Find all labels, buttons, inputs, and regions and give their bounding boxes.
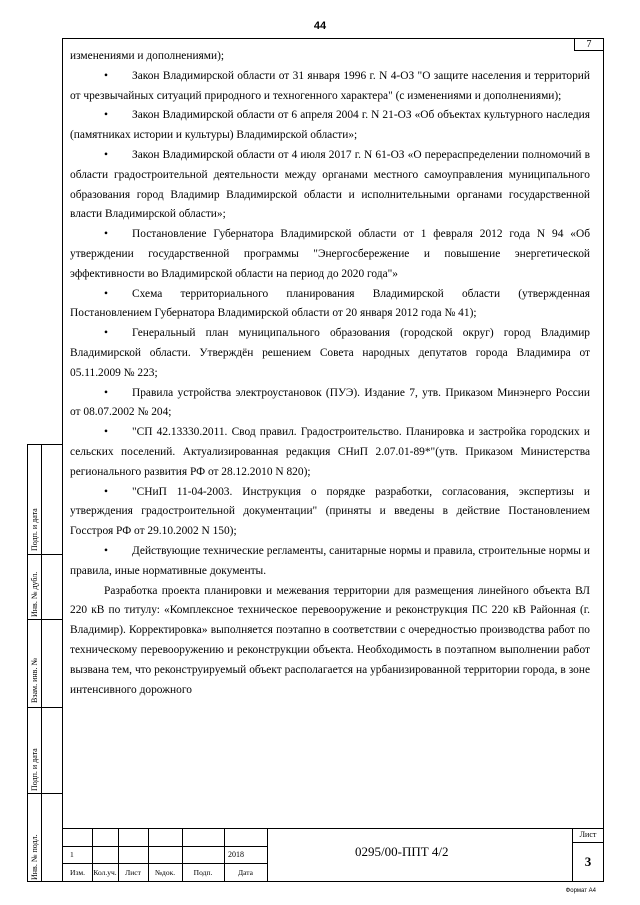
bullet-item: [70, 423, 590, 482]
paragraph: Разработка проекта планировки и межевания территории для размещения линейного объекта ВЛ 220 кВ по титулу: «Комплексное техническое перевооружение и реконструкция ПС 220 кВ Районная (г. Владимир). Корректировка» выполняется поэтапно в соответствии с очередностью производства работ по техническому перевооружению и реконструкции объекта. Необходимость в поэтапном выполнении работ вызвана тем, что реконструируемый объект располагается на урбанизированной территории города, в зоне интенсивного дорожного: [70, 584, 590, 696]
year: 2018: [228, 850, 244, 859]
bullet-icon: •: [104, 109, 108, 122]
bullet-item: [70, 324, 590, 383]
side-stamp-vzam: Взам. инв. №: [30, 657, 39, 703]
bullet-text: "СП 42.13330.2011. Свод правил. Градостроительство. Планировка и застройка городских и сельских поселений. Актуализированная редакция СНиП 2.07.01-89*"(утв. Приказом Министерства регионального развития РФ от 28.12.2010 N 820);: [70, 426, 590, 478]
paragraph: изменениями и дополнениями);: [70, 50, 225, 62]
bullet-text: Правила устройства электроустановок (ПУЭ). Издание 7, утв. Приказом Минэнерго России от 08.07.2002 № 204;: [70, 386, 590, 419]
format-label: Формат А4: [565, 888, 596, 894]
bullet-icon: •: [104, 426, 108, 439]
document-body: [70, 47, 590, 700]
bullet-icon: •: [104, 485, 108, 498]
sheet-corner-number: 7: [574, 38, 604, 51]
bullet-text: Схема территориального планирования Владимирской области (утвержденная Постановлением Губернатора Владимирской области от 20 января 2012 года № 41);: [70, 287, 590, 320]
bullet-text: Генеральный план муниципального образования (городской округ) город Владимир Владимирской области. Утверждён решением Совета народных депутатов города Владимира от 05.11.2009 № 223;: [70, 327, 590, 379]
side-stamp-podp-date-1: Подп. и дата: [30, 748, 39, 791]
side-stamp-dubl: Инв. № дубл.: [30, 571, 39, 617]
bullet-item: [70, 542, 590, 582]
bullet-text: Закон Владимирской области от 31 января 1996 г. N 4-ОЗ "О защите населения и территорий от чрезвычайных ситуаций природного и техногенного характера" (с изменениями и дополнениями);: [70, 69, 590, 102]
bullet-text: Закон Владимирской области от 6 апреля 2004 г. N 21-ОЗ «Об объектах культурного наследия (памятниках истории и культуры) Владимирской области»;: [70, 109, 590, 142]
header-ndoc: №док.: [154, 868, 176, 877]
header-list: Лист: [125, 868, 141, 877]
bullet-item: [70, 483, 590, 542]
header-koluch: Кол.уч.: [93, 868, 117, 877]
side-stamp: [27, 444, 62, 882]
title-block: [62, 828, 604, 882]
bullet-icon: •: [104, 327, 108, 340]
bullet-item: [70, 225, 590, 284]
bullet-icon: •: [104, 287, 108, 300]
bullet-item: [70, 285, 590, 325]
bullet-text: "СНиП 11-04-2003. Инструкция о порядке разработки, согласования, экспертизы и утверждения градостроительной документации" (приняты и введены в действие Постановлением Госстроя РФ от 29.10.2002 N 150);: [70, 485, 590, 538]
bullet-icon: •: [104, 386, 108, 399]
bullet-icon: •: [104, 544, 108, 557]
bullet-text: Постановление Губернатора Владимирской области от 1 февраля 2012 года N 94 «Об утверждении государственной программы "Энергосбережение и повышение энергетической эффективности во Владимирской области на период до 2020 года"»: [70, 228, 590, 280]
bullet-item: [70, 106, 590, 146]
document-number: 0295/00-ППТ 4/2: [355, 844, 449, 859]
bullet-icon: •: [104, 148, 108, 161]
bullet-item: [70, 67, 590, 107]
bullet-text: Закон Владимирской области от 4 июля 2017 г. N 61-ОЗ «О перераспределении полномочий в области градостроительной деятельности между органами местного самоуправления муниципального образования город Владимир Владимирской области и исполнительными органами государственной власти Владимирской области»;: [70, 148, 590, 221]
row-value: 1: [70, 850, 74, 859]
header-izm: Изм.: [70, 868, 85, 877]
side-stamp-inv-podl: Инв. № подл.: [30, 834, 39, 880]
bullet-item: [70, 384, 590, 424]
header-date: Дата: [238, 868, 253, 877]
bullet-item: [70, 146, 590, 225]
bullet-icon: •: [104, 69, 108, 82]
bullet-icon: •: [104, 228, 108, 241]
bullet-text: Действующие технические регламенты, санитарные нормы и правила, строительные нормы и правила, иные нормативные документы.: [70, 544, 590, 577]
side-stamp-podp-date-2: Подп. и дата: [30, 508, 39, 551]
sheet-label: Лист: [579, 830, 597, 839]
sheet-number: 3: [584, 854, 592, 869]
page-number: 44: [313, 20, 327, 32]
header-podp: Подп.: [193, 868, 213, 877]
